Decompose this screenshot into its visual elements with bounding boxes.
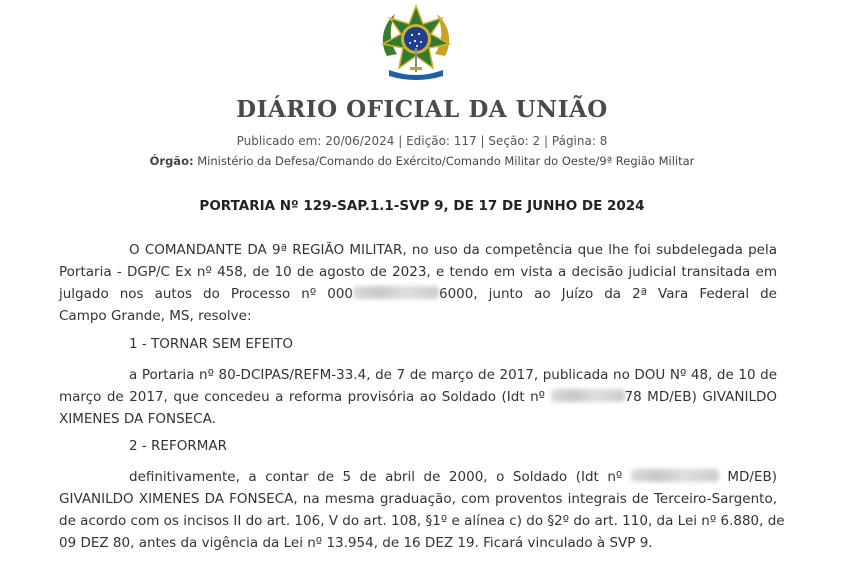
intro-line: Portaria - DGP/C Ex nº 458, de 10 de agosto de 2023, e tendo em vista a decisão judicial transitada em — [59, 264, 777, 280]
idt-suffix: MD/EB) — [727, 469, 778, 485]
idt-prefix: março de 2017, que concedeu a reforma provisória ao Soldado (Idt nº — [59, 389, 546, 405]
organ-info — [0, 154, 844, 168]
item1-line: XIMENES DA FONSECA. — [59, 411, 216, 427]
publication-info — [0, 134, 844, 148]
item2-line: GIVANILDO XIMENES DA FONSECA, na mesma graduação, com proventos integrais de Terceiro-Sargento, — [59, 491, 777, 507]
item1-line: a Portaria nº 80-DCIPAS/REFM-33.4, de 7 de março de 2017, publicada no DOU Nº 48, de 10 de — [129, 367, 777, 383]
intro-line: O COMANDANTE DA 9ª REGIÃO MILITAR, no uso da competência que lhe foi subdelegada pela — [129, 242, 777, 258]
redacted-idt-number — [631, 469, 719, 482]
item1-paragraph — [59, 364, 777, 430]
masthead-title: DIÁRIO OFICIAL DA UNIÃO — [236, 96, 608, 123]
item1-line — [59, 386, 777, 408]
document-title: PORTARIA Nº 129-SAP.1.1-SVP 9, DE 17 DE JUNHO DE 2024 — [199, 198, 645, 214]
published-date: Publicado em: 20/06/2024 — [236, 134, 395, 148]
separator: | — [398, 134, 403, 148]
redacted-idt-number — [551, 389, 625, 402]
separator: | — [544, 134, 549, 148]
intro-line — [59, 283, 777, 305]
intro-paragraph — [59, 239, 777, 327]
intro-line: Campo Grande, MS, resolve: — [59, 308, 252, 324]
organ-label: Órgão: — [149, 154, 194, 168]
idt-prefix: definitivamente, a contar de 5 de abril de 2000, o Soldado (Idt nº — [129, 469, 623, 485]
item2-line — [59, 466, 777, 488]
item2-line: de acordo com os incisos II do art. 106, V do art. 108, §1º e alínea c) do §2º do art. 110, da Lei nº 6.880, de — [59, 513, 785, 529]
process-suffix: 6000, junto ao Juízo da 2ª Vara Federal de — [439, 286, 777, 302]
page-number: Página: 8 — [551, 134, 608, 148]
separator: | — [480, 134, 485, 148]
section-number: Seção: 2 — [488, 134, 541, 148]
edition-number: Edição: 117 — [406, 134, 477, 148]
organ-value: Ministério da Defesa/Comando do Exército/Comando Militar do Oeste/9ª Região Militar — [197, 154, 695, 168]
brazil-coat-of-arms-icon — [377, 4, 455, 82]
item2-line: 09 DEZ 80, antes da vigência da Lei nº 13.954, de 16 DEZ 19. Ficará vinculado à SVP 9. — [59, 535, 653, 551]
redacted-process-number — [353, 286, 439, 299]
item2-paragraph — [59, 466, 785, 554]
idt-suffix: 78 MD/EB) GIVANILDO — [624, 389, 777, 405]
item1-heading: 1 - TORNAR SEM EFEITO — [129, 336, 294, 352]
item2-heading: 2 - REFORMAR — [129, 438, 227, 454]
process-prefix: julgado nos autos do Processo nº 000 — [59, 286, 353, 302]
